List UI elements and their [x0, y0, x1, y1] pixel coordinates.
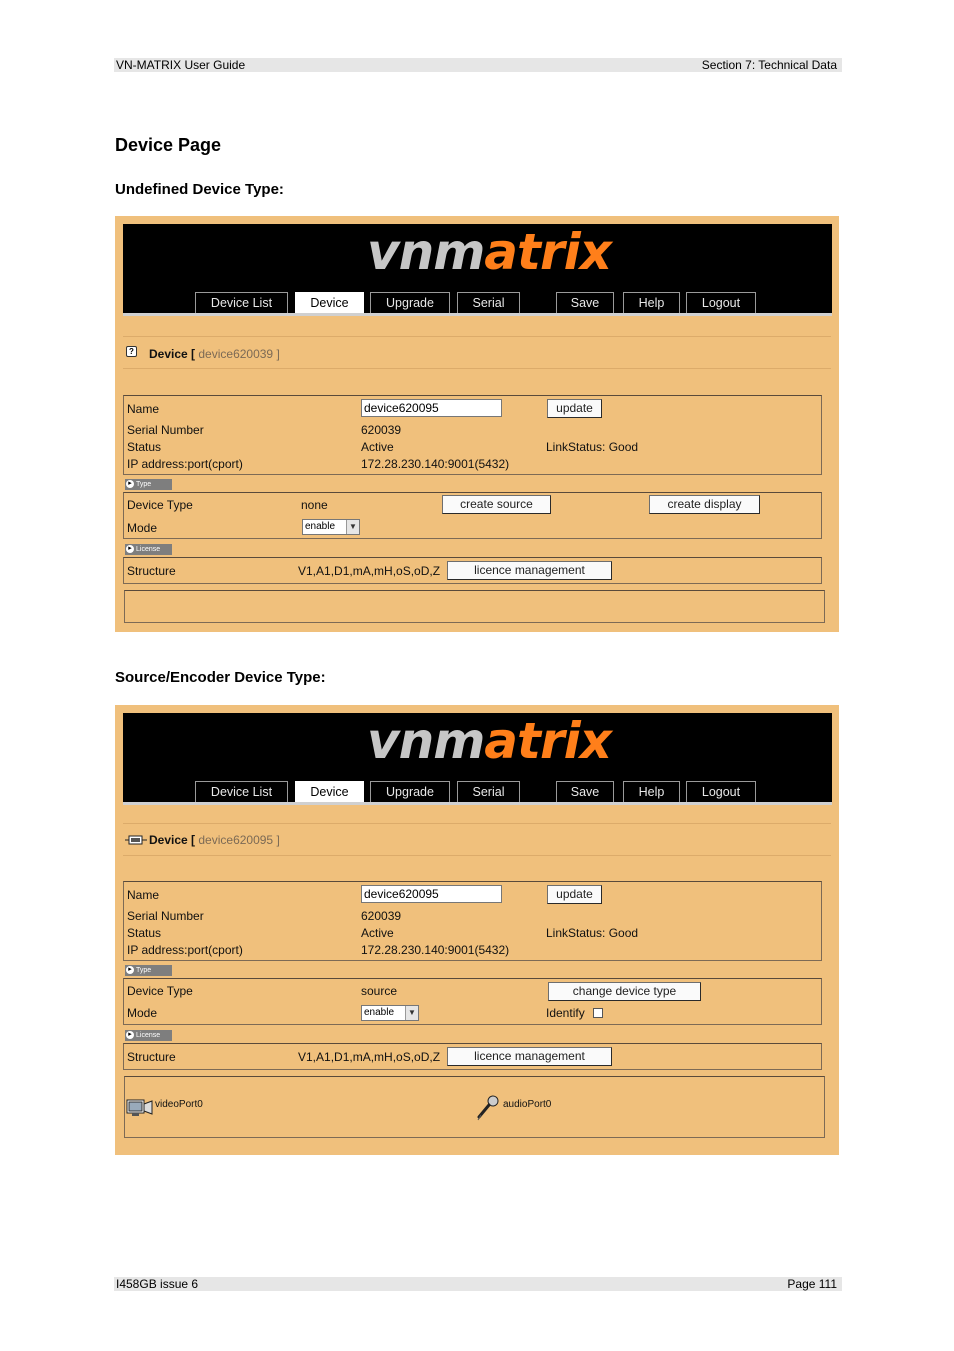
vnmatrix-logo: vnmatrix [367, 223, 611, 281]
update-button[interactable]: update [547, 399, 602, 418]
header-title: VN-MATRIX User Guide [116, 58, 246, 72]
name-input[interactable]: device620095 [361, 885, 502, 903]
structure-value: V1,A1,D1,mA,mH,oS,oD,Z [298, 564, 441, 578]
vnmatrix-logo: vnmatrix [367, 712, 611, 770]
link-status: LinkStatus: Good [546, 440, 639, 454]
page-heading: Device Page [115, 135, 222, 155]
nav-device-list[interactable]: Device List [195, 292, 288, 313]
app-banner [123, 224, 832, 313]
device-type-label: Device Type [127, 498, 193, 512]
video-port-icon[interactable] [126, 1098, 153, 1117]
type-section-tab[interactable]: ▸ Type [125, 965, 172, 976]
banner-divider [123, 313, 832, 316]
ports-panel-empty [124, 590, 825, 623]
page-number: Page 111 [787, 1277, 837, 1291]
identify-label: Identify [546, 1006, 585, 1020]
chevron-down-icon: ▼ [346, 520, 359, 534]
header-section: Section 7: Technical Data [701, 58, 837, 72]
section-heading-source: Source/Encoder Device Type: [115, 669, 326, 686]
serial-label: Serial Number [127, 909, 204, 923]
structure-label: Structure [127, 564, 176, 578]
nav-help[interactable]: Help [623, 781, 680, 802]
status-value: Active [361, 440, 394, 454]
type-section-tab[interactable]: ▸ Type [125, 479, 172, 490]
device-type-label: Device Type [127, 984, 193, 998]
licence-management-button[interactable]: licence management [447, 561, 612, 580]
status-label: Status [127, 440, 162, 454]
ip-label: IP address:port(cport) [127, 457, 243, 471]
ip-label: IP address:port(cport) [127, 943, 243, 957]
help-icon[interactable]: ? [126, 346, 137, 357]
change-device-type-button[interactable]: change device type [548, 982, 701, 1001]
nav-save[interactable]: Save [556, 292, 614, 313]
device-title: Device [ device620039 ] [149, 347, 280, 361]
device-type-value: source [361, 984, 398, 998]
nav-help[interactable]: Help [623, 292, 680, 313]
status-label: Status [127, 926, 162, 940]
chevron-down-icon: ▼ [405, 1006, 418, 1020]
screenshot-source-device [115, 705, 839, 1155]
nav-upgrade[interactable]: Upgrade [370, 292, 450, 313]
ports-panel [124, 1076, 825, 1138]
status-value: Active [361, 926, 394, 940]
device-title: Device [ device620095 ] [149, 833, 280, 847]
ip-value: 172.28.230.140:9001(5432) [361, 457, 510, 471]
section-heading-undefined: Undefined Device Type: [115, 181, 284, 198]
link-status: LinkStatus: Good [546, 926, 639, 940]
nav-device[interactable]: Device [295, 781, 364, 802]
running-header [114, 58, 842, 72]
app-banner [123, 713, 832, 802]
name-label: Name [127, 888, 160, 902]
footer-issue: I458GB issue 6 [116, 1277, 199, 1291]
nav-serial[interactable]: Serial [457, 781, 520, 802]
divider [123, 336, 831, 337]
encoder-device-icon [125, 834, 147, 846]
video-port-label[interactable]: videoPort0 [155, 1099, 203, 1110]
structure-value: V1,A1,D1,mA,mH,oS,oD,Z [298, 1050, 441, 1064]
divider [123, 855, 831, 856]
nav-save[interactable]: Save [556, 781, 614, 802]
device-type-value: none [301, 498, 328, 512]
running-footer [114, 1277, 842, 1291]
nav-device-list[interactable]: Device List [195, 781, 288, 802]
divider [123, 368, 831, 369]
licence-management-button[interactable]: licence management [447, 1047, 612, 1066]
divider [123, 823, 831, 824]
nav-serial[interactable]: Serial [457, 292, 520, 313]
mode-select[interactable]: enable ▼ [302, 519, 360, 535]
nav-logout[interactable]: Logout [686, 781, 756, 802]
serial-label: Serial Number [127, 423, 204, 437]
nav-device[interactable]: Device [295, 292, 364, 313]
create-source-button[interactable]: create source [442, 495, 551, 514]
microphone-icon[interactable] [476, 1095, 500, 1121]
banner-divider [123, 802, 832, 805]
nav-logout[interactable]: Logout [686, 292, 756, 313]
audio-port-label[interactable]: audioPort0 [503, 1099, 552, 1110]
name-label: Name [127, 402, 160, 416]
nav-upgrade[interactable]: Upgrade [370, 781, 450, 802]
ip-value: 172.28.230.140:9001(5432) [361, 943, 510, 957]
structure-label: Structure [127, 1050, 176, 1064]
license-section-tab[interactable]: ▸ License [125, 544, 172, 555]
mode-label: Mode [127, 521, 158, 535]
mode-select[interactable]: enable ▼ [361, 1005, 419, 1021]
license-section-tab[interactable]: ▸ License [125, 1030, 172, 1041]
serial-value: 620039 [361, 423, 402, 437]
update-button[interactable]: update [547, 885, 602, 904]
identify-checkbox[interactable] [593, 1008, 603, 1018]
create-display-button[interactable]: create display [649, 495, 760, 514]
name-input[interactable]: device620095 [361, 399, 502, 417]
type-panel [123, 978, 822, 1025]
serial-value: 620039 [361, 909, 402, 923]
mode-label: Mode [127, 1006, 158, 1020]
screenshot-undefined-device [115, 216, 839, 632]
